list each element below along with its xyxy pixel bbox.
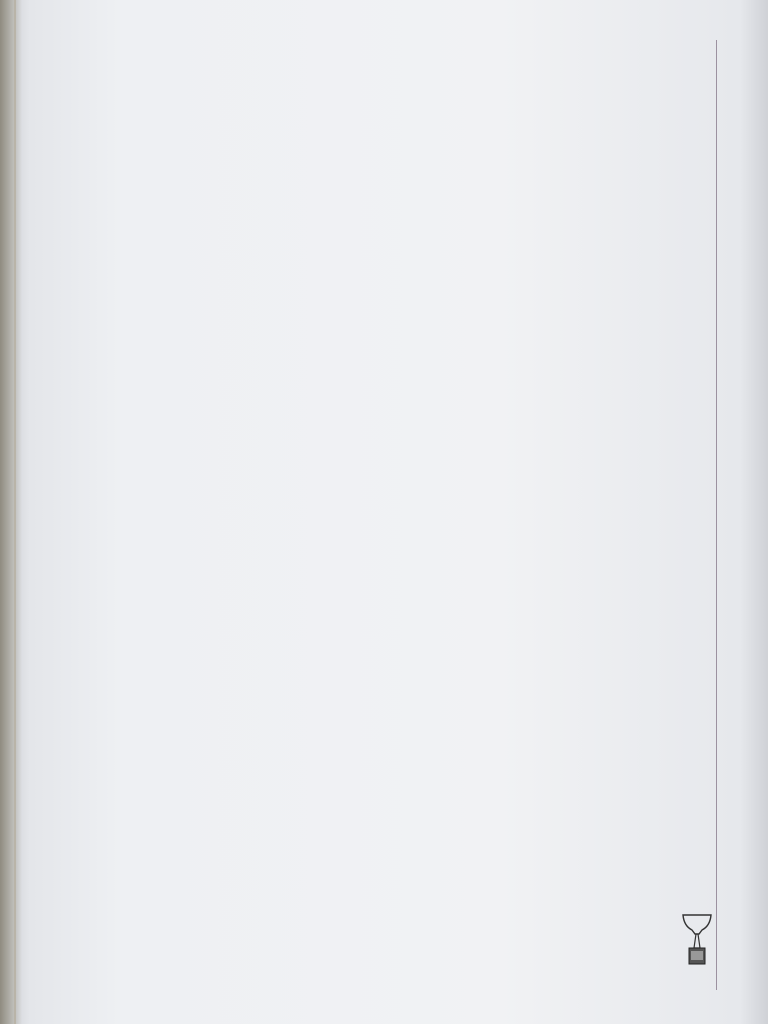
bleed-through — [560, 110, 710, 610]
margin-line — [716, 40, 717, 990]
page-shadow — [0, 0, 22, 1024]
page-edge — [14, 0, 16, 1024]
trophy-icon — [680, 912, 714, 968]
